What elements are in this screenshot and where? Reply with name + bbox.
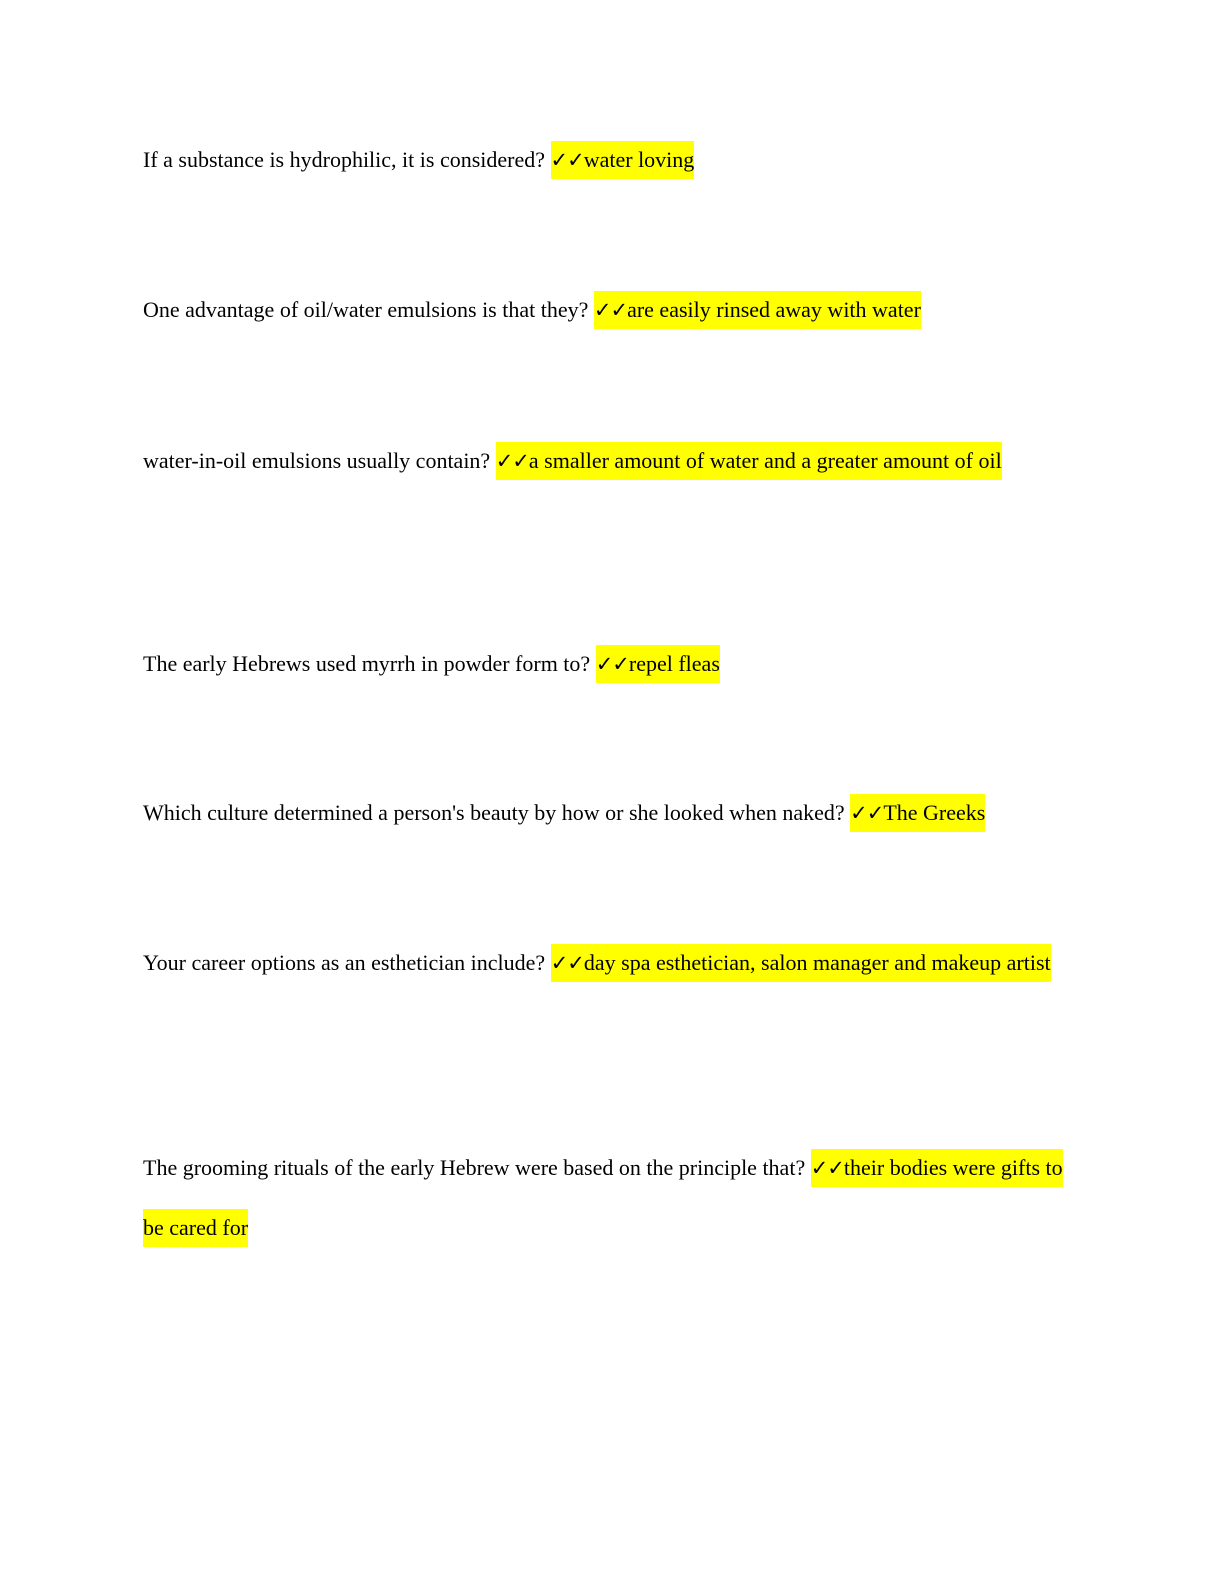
question-text: Your career options as an esthetician include? bbox=[143, 950, 546, 975]
answer-text: water loving bbox=[583, 147, 695, 172]
question-text: One advantage of oil/water emulsions is that they? bbox=[143, 297, 589, 322]
qa-item-3 bbox=[143, 431, 1083, 491]
question-text: water-in-oil emulsions usually contain? bbox=[143, 448, 491, 473]
answer-highlight bbox=[594, 291, 921, 329]
qa-item-1 bbox=[143, 130, 1083, 190]
question-text: Which culture determined a person's beauty by how or she looked when naked? bbox=[143, 800, 845, 825]
question-text: The early Hebrews used myrrh in powder form to? bbox=[143, 651, 591, 676]
double-check-icon: ✓✓ bbox=[550, 951, 584, 975]
double-check-icon: ✓✓ bbox=[595, 652, 629, 676]
answer-highlight bbox=[850, 794, 985, 832]
answer-text: are easily rinsed away with water bbox=[627, 297, 921, 322]
answer-text: The Greeks bbox=[883, 800, 986, 825]
answer-text: day spa esthetician, salon manager and makeup artist bbox=[583, 950, 1051, 975]
qa-item-4 bbox=[143, 634, 1083, 694]
qa-item-7 bbox=[143, 1138, 1083, 1257]
double-check-icon: ✓✓ bbox=[810, 1156, 844, 1180]
double-check-icon: ✓✓ bbox=[593, 298, 628, 322]
question-text: The grooming rituals of the early Hebrew were based on the principle that? bbox=[143, 1155, 806, 1180]
double-check-icon: ✓✓ bbox=[850, 801, 884, 825]
answer-highlight bbox=[551, 944, 1051, 982]
answer-highlight bbox=[596, 645, 720, 683]
answer-highlight bbox=[551, 141, 695, 179]
answer-text: repel fleas bbox=[628, 651, 720, 676]
qa-item-6 bbox=[143, 933, 1083, 993]
answer-text: a smaller amount of water and a greater amount of oil bbox=[528, 448, 1002, 473]
answer-highlight bbox=[496, 442, 1002, 480]
double-check-icon: ✓✓ bbox=[550, 148, 584, 172]
double-check-icon: ✓✓ bbox=[495, 449, 529, 473]
qa-item-2 bbox=[143, 280, 1083, 340]
question-text: If a substance is hydrophilic, it is considered? bbox=[143, 147, 546, 172]
answer-text: their bodies were gifts to be cared for bbox=[143, 1155, 1063, 1240]
qa-item-5 bbox=[143, 783, 1083, 843]
